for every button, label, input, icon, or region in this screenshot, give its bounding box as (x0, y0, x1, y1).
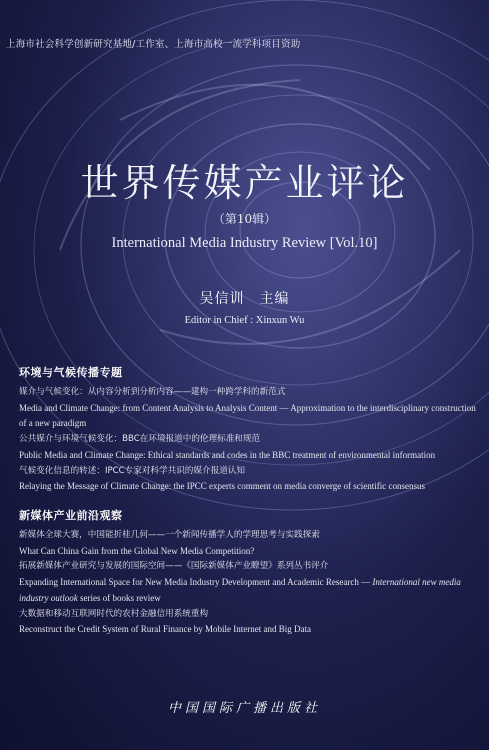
article-title-cn: 大数据和移动互联网时代的农村金融信用系统重构 (19, 608, 209, 619)
article-title-en: Relaying the Message of Climate Change: the IPCC experts comment on media converge of scientific consensus (19, 481, 425, 492)
article-title-en: What Can China Gain from the Global New Media Competition? (19, 545, 255, 556)
editor-chinese: 吴信训 主编 (199, 291, 290, 307)
section-heading: 新媒体产业前沿观察 (19, 509, 123, 522)
article-title-en (19, 575, 481, 606)
section-new-media (19, 507, 481, 638)
volume-label: （第10辑） (212, 212, 277, 226)
article-title-cn: 新媒体全球大赛，中国能折桂几何——一个新闻传播学人的学理思考与实践探索 (19, 530, 320, 540)
article-title-cn: 公共媒介与环境气候变化：BBC在环境报道中的伦理标准和规范 (19, 434, 261, 445)
article-title-cn: 气候变化信息的转述：IPCC专家对科学共识的媒介报道认知 (19, 465, 245, 476)
section-climate-communication (19, 364, 481, 495)
book-title: 世界传媒产业评论 (80, 161, 409, 205)
section-heading: 环境与气候传播专题 (19, 366, 123, 379)
english-title: International Media Industry Review [Vol.10] (111, 235, 378, 251)
article-title-en: Media and Climate Change: from Content Analysis to Analysis Content — Approximation to the interdisciplinary construction of a new paradigm (19, 402, 476, 429)
article-title-en: Public Media and Climate Change: Ethical standards and codes in the BBC treatment of environmental information (19, 449, 436, 460)
editor-english: Editor in Chief : Xinxun Wu (184, 315, 305, 326)
article-title-en-part: series of books review (77, 592, 161, 603)
publisher-name: 中国国际广播出版社 (167, 701, 321, 716)
article-title-en-part: Expanding International Space for New Media Industry Development and Academic Research — (19, 577, 373, 588)
article-title-cn: 媒介与气候变化：从内容分析到分析内容——建构一种跨学科的新范式 (19, 387, 286, 397)
series-title-italic: International new media industry outlook (19, 577, 461, 603)
article-title-cn: 拓展新媒体产业研究与发展的国际空间——《国际新媒体产业瞭望》系列丛书评介 (19, 561, 329, 572)
sponsor-note: 上海市社会科学创新研究基地/工作室、上海市高校一流学科项目资助 (6, 39, 301, 50)
article-title-en: Reconstruct the Credit System of Rural Finance by Mobile Internet and Big Data (19, 624, 311, 635)
